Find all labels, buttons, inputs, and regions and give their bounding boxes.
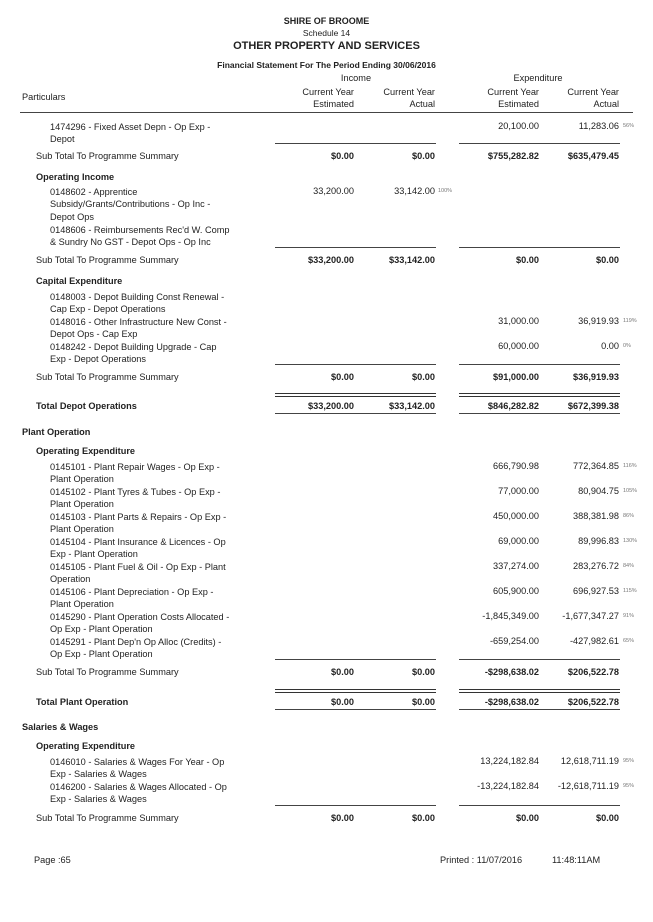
amount-exp-act: -12,618,711.19 (557, 781, 619, 791)
description-line: & Sundry No GST - Depot Ops - Op Inc (50, 237, 211, 248)
amount-exp-est: -659,254.00 (489, 636, 539, 646)
col-header-line: Current Year (302, 87, 354, 97)
description-line: 0145291 - Plant Dep'n Op Alloc (Credits) - (50, 637, 222, 647)
subtotal-inc-est: $0.00 (331, 813, 354, 823)
amount-exp-act: 283,276.72 (573, 561, 619, 571)
total-exp-act: $672,399.38 (567, 401, 619, 411)
org-name: SHIRE OF BROOME (283, 16, 370, 26)
line-item-description (50, 756, 260, 781)
amount-exp-act: -1,677,347.27 (562, 611, 619, 621)
subtotal-exp-act: $206,522.78 (567, 667, 619, 677)
group-heading: Operating Income (36, 172, 115, 182)
amount-exp-est: 31,000.00 (498, 316, 539, 326)
amount-inc-act: 33,142.00 (394, 186, 435, 196)
description-line: 0145103 - Plant Parts & Repairs - Op Exp - (50, 512, 227, 522)
amount-exp-act: 772,364.85 (573, 461, 619, 471)
amount-exp-est: 450,000.00 (493, 511, 539, 521)
amount-exp-act: 89,996.83 (578, 536, 619, 546)
subtotal-exp-act: $0.00 (596, 255, 619, 265)
subtotal-exp-est: $0.00 (516, 255, 539, 265)
income-sum-rule (275, 364, 436, 365)
subtotal-inc-est: $0.00 (331, 667, 354, 677)
description-line: 0145104 - Plant Insurance & Licences - Op (50, 537, 226, 547)
income-sum-rule (275, 247, 436, 248)
line-item-description (50, 586, 260, 611)
description-line: 0148016 - Other Infrastructure New Const - (50, 317, 227, 327)
amount-exp-est: 20,100.00 (498, 121, 539, 131)
total-inc-act: $33,142.00 (389, 401, 435, 411)
amount-exp-est: 60,000.00 (498, 341, 539, 351)
amount-exp-act: 12,618,711.19 (560, 756, 619, 766)
line-item-description (50, 461, 260, 486)
section-heading: Salaries & Wages (22, 722, 99, 732)
subtotal-exp-act: $635,479.45 (567, 151, 619, 161)
subtotal-inc-act: $0.00 (412, 372, 435, 382)
description-line: Depot Ops - Cap Exp (50, 329, 138, 340)
subtotal-inc-est: $33,200.00 (308, 255, 354, 265)
line-item-description (50, 224, 260, 249)
description-line: 0148003 - Depot Building Const Renewal - (50, 292, 225, 302)
col-header-line: Actual (409, 99, 435, 109)
total-exp-est: -$298,638.02 (484, 697, 539, 707)
printed-time: 11:48:11AM (552, 855, 601, 865)
subtotal-exp-act: $36,919.93 (573, 372, 619, 382)
amount-exp-act: 11,283.06 (578, 121, 619, 131)
total-label: Total Depot Operations (36, 401, 137, 411)
page-subtitle: Financial Statement For The Period Ending 30/06/2016 (217, 60, 436, 70)
description-line: Op Exp - Plant Operation (50, 624, 153, 635)
expenditure-sum-rule (459, 659, 620, 660)
amount-exp-est: -1,845,349.00 (482, 611, 539, 621)
subtotal-exp-est: $0.00 (516, 813, 539, 823)
line-item-description (50, 291, 260, 316)
col-expenditure-actual (525, 86, 619, 110)
section-heading: Plant Operation (22, 427, 91, 437)
subtotal-exp-est: $91,000.00 (493, 372, 539, 382)
income-total-underline (275, 709, 436, 710)
line-item-description (50, 561, 260, 586)
description-line: Depot (50, 134, 75, 145)
income-sum-rule (275, 143, 436, 144)
percent-badge: 95% (623, 783, 635, 789)
total-inc-act: $0.00 (412, 697, 435, 707)
subtotal-inc-est: $0.00 (331, 151, 354, 161)
description-line: Exp - Plant Operation (50, 549, 138, 560)
expenditure-sum-rule (459, 393, 620, 397)
subtotal-inc-act: $33,142.00 (389, 255, 435, 265)
total-exp-est: $846,282.82 (487, 401, 539, 411)
amount-exp-act: 80,904.75 (578, 486, 619, 496)
description-line: Plant Operation (50, 474, 114, 485)
subtotal-inc-act: $0.00 (412, 813, 435, 823)
amount-exp-est: 666,790.98 (493, 461, 539, 471)
group-heading: Operating Expenditure (36, 446, 136, 456)
description-line: 0145102 - Plant Tyres & Tubes - Op Exp - (50, 487, 221, 497)
income-sum-rule (275, 659, 436, 660)
expenditure-sum-rule (459, 805, 620, 806)
amount-exp-est: 69,000.00 (498, 536, 539, 546)
header-rule (20, 112, 633, 113)
amount-exp-act: 696,927.53 (573, 586, 619, 596)
description-line: 0146010 - Salaries & Wages For Year - Op (50, 757, 225, 767)
income-sum-rule (275, 805, 436, 806)
description-line: 0145101 - Plant Repair Wages - Op Exp - (50, 462, 220, 472)
percent-badge: 115% (623, 588, 637, 594)
line-item-description (50, 781, 260, 806)
amount-exp-act: -427,982.61 (569, 636, 619, 646)
subtotal-inc-act: $0.00 (412, 151, 435, 161)
subtotal-exp-est: $755,282.82 (487, 151, 539, 161)
expenditure-total-underline (459, 413, 620, 414)
subtotal-inc-est: $0.00 (331, 372, 354, 382)
line-item-description (50, 611, 260, 636)
col-header-line: Current Year (567, 87, 619, 97)
description-line: Plant Operation (50, 524, 114, 535)
description-line: 0146200 - Salaries & Wages Allocated - Op (50, 782, 227, 792)
description-line: 0145105 - Plant Fuel & Oil - Op Exp - Plant (50, 562, 226, 572)
description-line: Subsidy/Grants/Contributions - Op Inc - (50, 199, 211, 210)
description-line: Exp - Salaries & Wages (50, 769, 147, 780)
percent-badge: 119% (623, 318, 637, 324)
expenditure-sum-rule (459, 247, 620, 248)
description-line: Exp - Depot Operations (50, 354, 147, 365)
percent-badge: 84% (623, 563, 635, 569)
income-sum-rule (275, 689, 436, 693)
amount-exp-act: 36,919.93 (578, 316, 619, 326)
percent-badge: 56% (623, 123, 635, 129)
amount-exp-est: -13,224,182.84 (477, 781, 539, 791)
col-header-line: Current Year (383, 87, 435, 97)
subtotal-exp-est: -$298,638.02 (484, 667, 539, 677)
total-inc-est: $33,200.00 (308, 401, 354, 411)
col-header-line: Current Year (487, 87, 539, 97)
line-item-description (50, 536, 260, 561)
line-item-description (50, 511, 260, 536)
expenditure-sum-rule (459, 364, 620, 365)
description-line: Op Exp - Plant Operation (50, 649, 153, 660)
amount-exp-act: 0.00 (601, 341, 619, 351)
description-line: Plant Operation (50, 599, 114, 610)
subtotal-label: Sub Total To Programme Summary (36, 255, 179, 265)
schedule-label: Schedule 14 (302, 28, 351, 38)
amount-exp-est: 77,000.00 (498, 486, 539, 496)
income-total-underline (275, 413, 436, 414)
percent-badge: 116% (623, 463, 637, 469)
col-header-line: Estimated (313, 99, 354, 109)
col-income-estimated (260, 86, 354, 110)
percent-badge: 65% (623, 638, 635, 644)
col-income-actual (341, 86, 435, 110)
page-title: OTHER PROPERTY AND SERVICES (233, 40, 420, 52)
description-line: 1474296 - Fixed Asset Depn - Op Exp - (50, 122, 211, 132)
expenditure-sum-rule (459, 689, 620, 693)
line-item-description (50, 486, 260, 511)
description-line: Exp - Salaries & Wages (50, 794, 147, 805)
amount-exp-act: 388,381.98 (573, 511, 619, 521)
total-inc-est: $0.00 (331, 697, 354, 707)
amount-exp-est: 605,900.00 (493, 586, 539, 596)
description-line: Operation (50, 574, 91, 585)
group-heading: Operating Expenditure (36, 741, 136, 751)
printed-date: Printed : 11/07/2016 (440, 855, 523, 865)
percent-badge: 100% (438, 188, 453, 194)
subtotal-exp-act: $0.00 (596, 813, 619, 823)
subtotal-label: Sub Total To Programme Summary (36, 667, 179, 677)
group-heading: Capital Expenditure (36, 276, 123, 286)
subtotal-inc-act: $0.00 (412, 667, 435, 677)
amount-exp-est: 337,274.00 (493, 561, 539, 571)
description-line: 0148242 - Depot Building Upgrade - Cap (50, 342, 217, 352)
percent-badge: 105% (623, 488, 638, 494)
line-item-description (50, 121, 260, 146)
line-item-description (50, 316, 260, 341)
particulars-header: Particulars (22, 92, 66, 102)
total-label: Total Plant Operation (36, 697, 129, 707)
subtotal-label: Sub Total To Programme Summary (36, 372, 179, 382)
expenditure-sum-rule (459, 143, 620, 144)
expenditure-total-underline (459, 709, 620, 710)
line-item-description (50, 636, 260, 661)
col-header-line: Actual (593, 99, 619, 109)
percent-badge: 130% (623, 538, 638, 544)
subtotal-label: Sub Total To Programme Summary (36, 813, 179, 823)
percent-badge: 0% (623, 343, 631, 349)
description-line: Cap Exp - Depot Operations (50, 304, 166, 315)
description-line: 0148606 - Reimbursements Rec'd W. Comp (50, 225, 230, 235)
expenditure-group-label: Expenditure (513, 73, 563, 83)
col-header-line: Estimated (498, 99, 539, 109)
description-line: 0148602 - Apprentice (50, 187, 138, 197)
percent-badge: 86% (623, 513, 635, 519)
line-item-description (50, 186, 260, 223)
percent-badge: 91% (623, 613, 635, 619)
description-line: 0145106 - Plant Depreciation - Op Exp - (50, 587, 214, 597)
income-group-label: Income (340, 73, 372, 83)
description-line: 0145290 - Plant Operation Costs Allocated - (50, 612, 230, 622)
income-sum-rule (275, 393, 436, 397)
percent-badge: 95% (623, 758, 635, 764)
line-item-description (50, 341, 260, 366)
page-number: Page :65 (34, 855, 71, 865)
amount-exp-est: 13,224,182.84 (480, 756, 539, 766)
subtotal-label: Sub Total To Programme Summary (36, 151, 179, 161)
total-exp-act: $206,522.78 (567, 697, 619, 707)
amount-inc-est: 33,200.00 (313, 186, 354, 196)
description-line: Plant Operation (50, 499, 114, 510)
description-line: Depot Ops (50, 211, 94, 222)
